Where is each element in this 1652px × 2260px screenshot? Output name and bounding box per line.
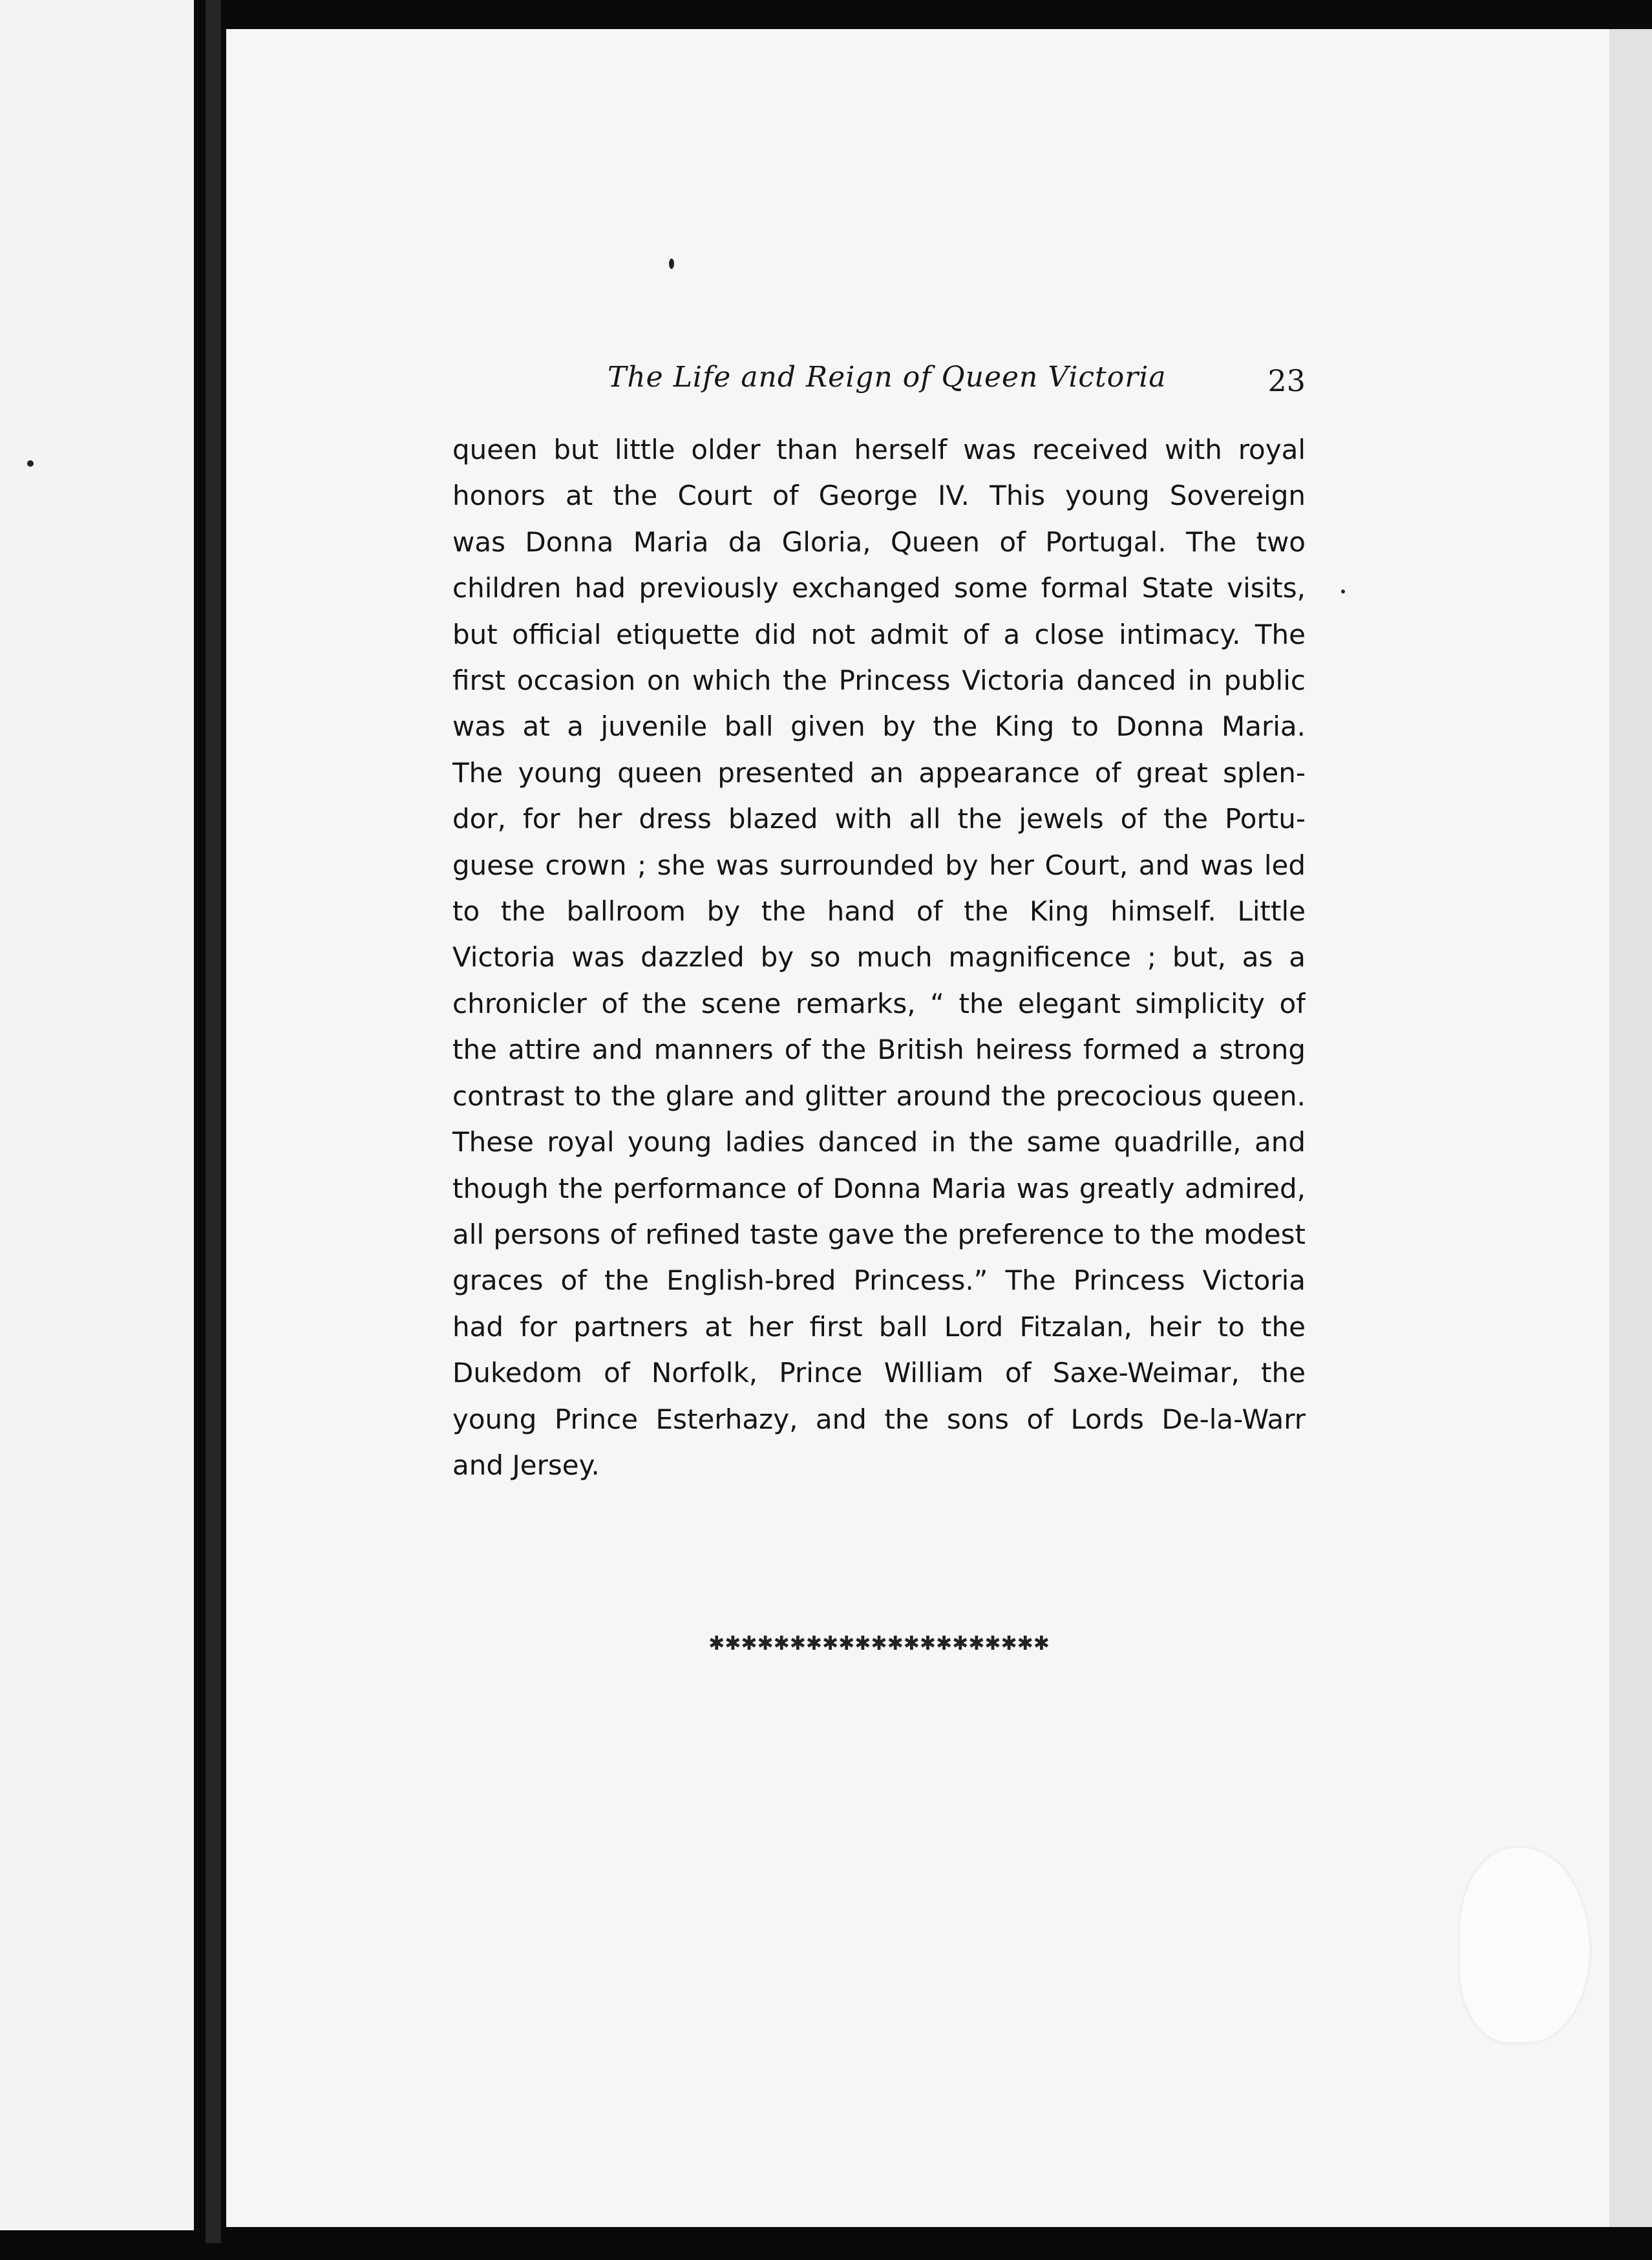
text-line: guese crown ; she was surrounded by her Court, and was led [452,849,1306,881]
text-line: to the ballroom by the hand of the King himself. Little [452,895,1306,928]
text-line: chronicler of the scene remarks, “ the elegant simplicity of [452,987,1306,1019]
running-header [452,354,1306,412]
text-line: children had previously exchanged some formal State visits, [452,572,1306,604]
text-line: but official etiquette did not admit of a close intimacy. The [452,618,1306,650]
text-line: though the performance of Donna Maria was greatly admired, [452,1172,1306,1204]
text-line: honors at the Court of George IV. This young Sovereign [452,480,1306,512]
scan-speck [1341,590,1345,593]
text-line: was at a juvenile ball given by the King to Donna Maria. [452,710,1306,743]
facing-page-edge [0,0,194,2230]
text-line: Dukedom of Norfolk, Prince William of Saxe-Weimar, the [452,1357,1306,1389]
scan-speck [27,460,34,467]
section-ornament: ✱✱✱✱✱✱✱✱✱✱✱✱✱✱✱✱✱✱✱✱✱ [708,1632,1050,1655]
text-line: had for partners at her first ball Lord Fitzalan, heir to the [452,1310,1306,1343]
text-line: first occasion on which the Princess Victoria danced in public [452,665,1306,697]
scan-speck [669,259,674,269]
text-line: dor, for her dress blazed with all the jewels of the Portu- [452,803,1306,835]
text-line: all persons of refined taste gave the preference to the modest [452,1218,1306,1250]
text-line: Victoria was dazzled by so much magnificence ; but, as a [452,941,1306,974]
body-paragraph [452,427,1306,1488]
text-line: contrast to the glare and glitter around the precocious queen. [452,1080,1306,1112]
text-line: was Donna Maria da Gloria, Queen of Portugal. The two [452,526,1306,558]
page-number: 23 [1267,363,1306,398]
text-line: the attire and manners of the British heiress formed a strong [452,1034,1306,1066]
running-title: The Life and Reign of Queen Victoria [608,361,1167,394]
text-line: These royal young ladies danced in the same quadrille, and [452,1126,1306,1158]
book-spine-shadow [206,0,221,2243]
text-line: queen but little older than herself was received with royal [452,434,1306,465]
text-line: and Jersey. [452,1449,600,1481]
text-line: young Prince Esterhazy, and the sons of Lords De-la-Warr [452,1403,1306,1435]
text-line: The young queen presented an appearance of great splen- [452,756,1306,789]
text-line: graces of the English-bred Princess.” The Princess Victoria [452,1264,1306,1297]
page-right-edge [1609,29,1652,2227]
